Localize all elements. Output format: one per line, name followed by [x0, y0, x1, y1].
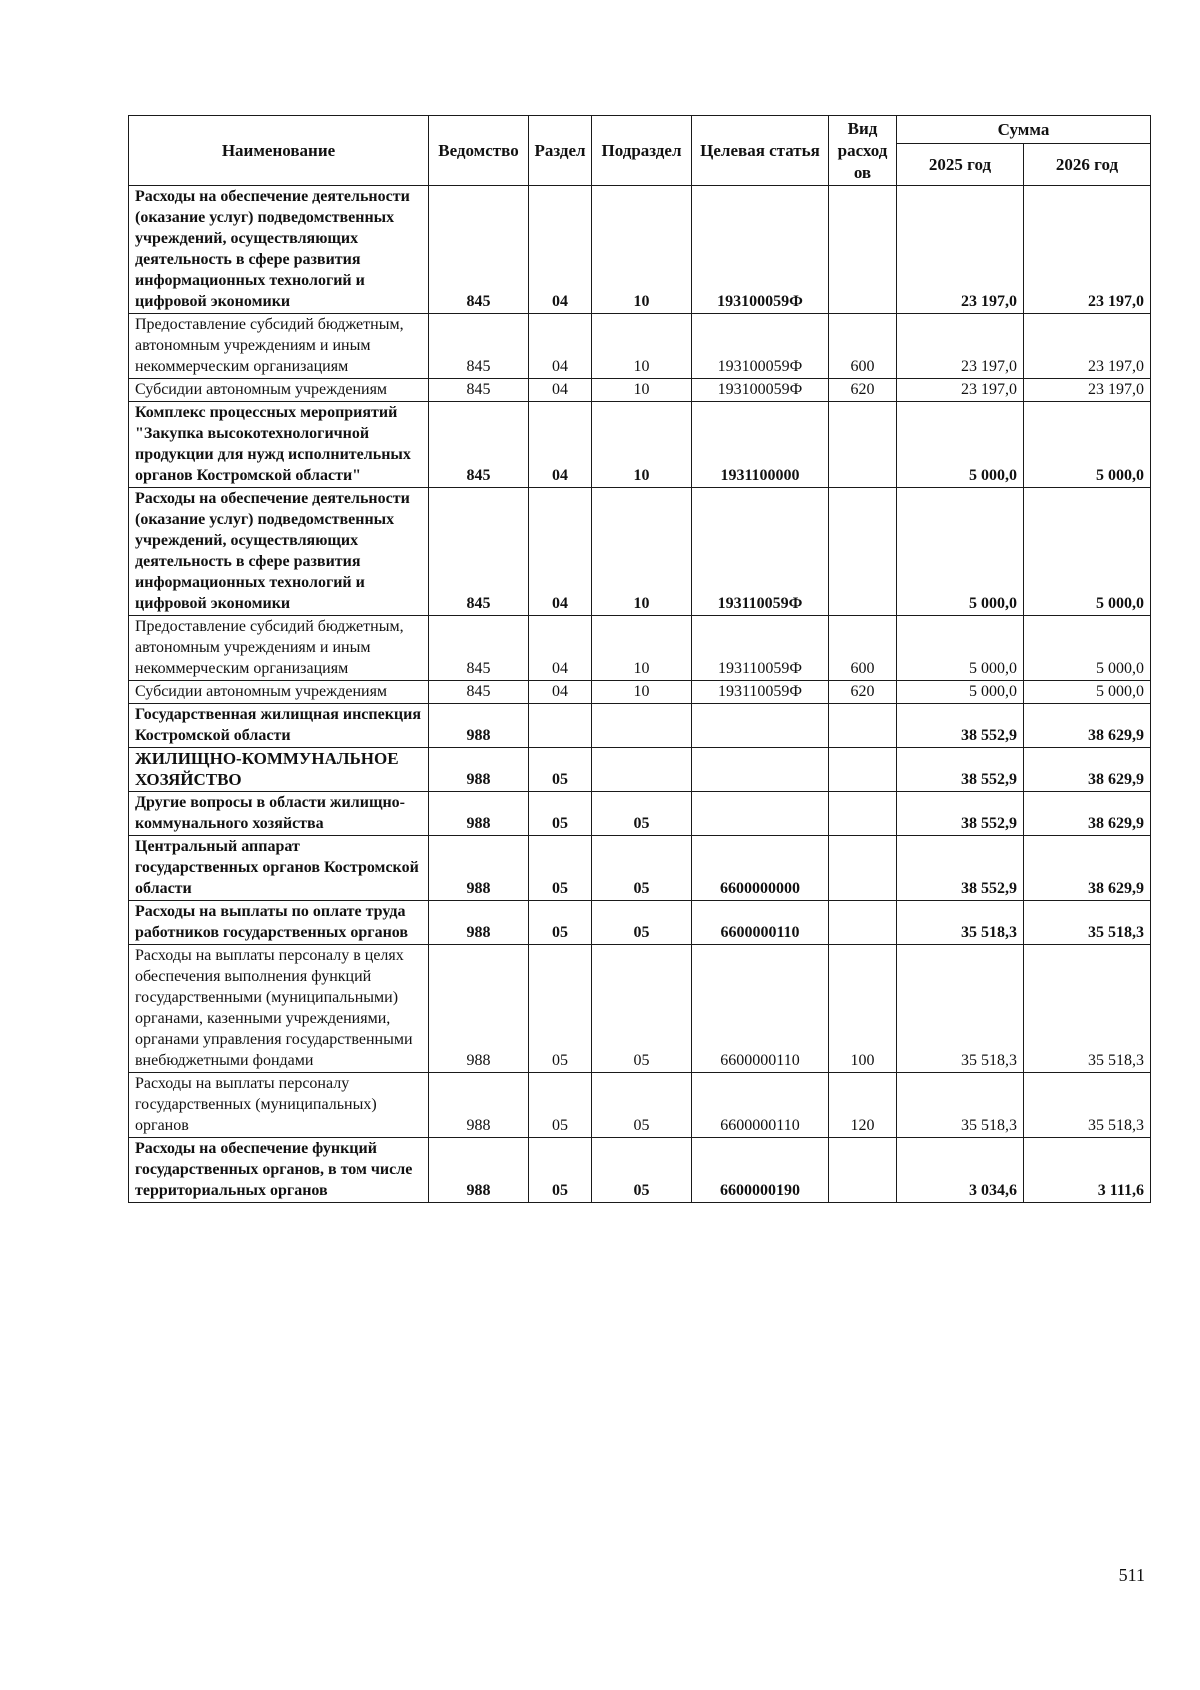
cell-sum-2026: 35 518,3 [1024, 901, 1151, 945]
cell-sum-2026: 38 629,9 [1024, 704, 1151, 748]
cell-sum-2026: 5 000,0 [1024, 488, 1151, 616]
cell-name: Расходы на обеспечение функций государственных органов, в том числе территориальных органов [129, 1138, 429, 1203]
cell-sum-2026: 3 111,6 [1024, 1138, 1151, 1203]
budget-table-container [128, 115, 1151, 1203]
cell-vedomstvo: 845 [429, 488, 529, 616]
cell-expense-type [829, 901, 897, 945]
cell-vedomstvo: 988 [429, 792, 529, 836]
cell-sum-2025: 3 034,6 [897, 1138, 1024, 1203]
cell-podrazdel: 05 [592, 1138, 692, 1203]
cell-target-article: 6600000000 [692, 836, 829, 901]
cell-name: Комплекс процессных мероприятий "Закупка высокотехнологичной продукции для нужд исполнительных органов Костромской области" [129, 402, 429, 488]
cell-target-article: 6600000110 [692, 1073, 829, 1138]
cell-podrazdel: 10 [592, 488, 692, 616]
table-row [129, 1138, 1151, 1203]
cell-razdel: 05 [529, 901, 592, 945]
cell-vedomstvo: 988 [429, 748, 529, 792]
cell-razdel: 04 [529, 186, 592, 314]
cell-name: Расходы на обеспечение деятельности (оказание услуг) подведомственных учреждений, осуществляющих деятельность в сфере развития информационных технологий и цифровой экономики [129, 488, 429, 616]
cell-podrazdel: 05 [592, 836, 692, 901]
cell-vedomstvo: 845 [429, 314, 529, 379]
budget-table [128, 115, 1151, 1203]
cell-podrazdel: 05 [592, 792, 692, 836]
cell-razdel: 05 [529, 1073, 592, 1138]
cell-sum-2025: 35 518,3 [897, 901, 1024, 945]
cell-target-article [692, 704, 829, 748]
cell-vedomstvo: 845 [429, 681, 529, 704]
header-name: Наименование [129, 116, 429, 186]
cell-name: Расходы на выплаты по оплате труда работников государственных органов [129, 901, 429, 945]
cell-name: Субсидии автономным учреждениям [129, 681, 429, 704]
cell-vedomstvo: 845 [429, 402, 529, 488]
cell-vedomstvo: 988 [429, 704, 529, 748]
cell-name: ЖИЛИЩНО-КОММУНАЛЬНОЕ ХОЗЯЙСТВО [129, 748, 429, 792]
cell-sum-2025: 38 552,9 [897, 792, 1024, 836]
header-vedomstvo: Ведомство [429, 116, 529, 186]
cell-razdel: 04 [529, 616, 592, 681]
cell-name: Государственная жилищная инспекция Костромской области [129, 704, 429, 748]
cell-razdel: 05 [529, 945, 592, 1073]
cell-podrazdel: 05 [592, 1073, 692, 1138]
cell-razdel [529, 704, 592, 748]
cell-razdel: 05 [529, 792, 592, 836]
cell-sum-2025: 5 000,0 [897, 616, 1024, 681]
cell-target-article: 193100059Ф [692, 314, 829, 379]
cell-expense-type [829, 792, 897, 836]
cell-name: Другие вопросы в области жилищно-коммунального хозяйства [129, 792, 429, 836]
cell-podrazdel: 05 [592, 901, 692, 945]
table-row [129, 901, 1151, 945]
cell-target-article [692, 748, 829, 792]
cell-target-article: 193100059Ф [692, 379, 829, 402]
cell-razdel: 04 [529, 681, 592, 704]
cell-sum-2025: 5 000,0 [897, 402, 1024, 488]
cell-target-article: 1931100000 [692, 402, 829, 488]
page-number: 511 [1118, 1565, 1145, 1585]
cell-sum-2025: 35 518,3 [897, 1073, 1024, 1138]
cell-expense-type: 600 [829, 314, 897, 379]
cell-sum-2026: 5 000,0 [1024, 681, 1151, 704]
table-row [129, 314, 1151, 379]
cell-razdel: 04 [529, 402, 592, 488]
table-row [129, 402, 1151, 488]
cell-target-article: 6600000190 [692, 1138, 829, 1203]
cell-podrazdel [592, 748, 692, 792]
cell-expense-type: 620 [829, 681, 897, 704]
cell-sum-2026: 5 000,0 [1024, 402, 1151, 488]
cell-vedomstvo: 988 [429, 1138, 529, 1203]
table-row [129, 748, 1151, 792]
cell-sum-2025: 23 197,0 [897, 314, 1024, 379]
cell-podrazdel: 10 [592, 379, 692, 402]
cell-vedomstvo: 845 [429, 186, 529, 314]
cell-podrazdel: 10 [592, 681, 692, 704]
cell-sum-2025: 38 552,9 [897, 704, 1024, 748]
cell-expense-type: 620 [829, 379, 897, 402]
table-body [129, 186, 1151, 1203]
cell-podrazdel: 10 [592, 616, 692, 681]
cell-podrazdel: 10 [592, 186, 692, 314]
cell-expense-type: 120 [829, 1073, 897, 1138]
cell-expense-type [829, 704, 897, 748]
cell-expense-type [829, 748, 897, 792]
cell-vedomstvo: 988 [429, 945, 529, 1073]
cell-vedomstvo: 988 [429, 901, 529, 945]
header-year-2026: 2026 год [1024, 144, 1151, 186]
cell-expense-type: 600 [829, 616, 897, 681]
table-row [129, 681, 1151, 704]
cell-target-article: 193110059Ф [692, 681, 829, 704]
cell-name: Расходы на выплаты персоналу в целях обеспечения выполнения функций государственными (муниципальными) органами, казенными учреждениями, органами управления государственными внебюджетными фондами [129, 945, 429, 1073]
cell-expense-type: 100 [829, 945, 897, 1073]
cell-vedomstvo: 988 [429, 1073, 529, 1138]
cell-sum-2026: 23 197,0 [1024, 379, 1151, 402]
cell-name: Расходы на обеспечение деятельности (оказание услуг) подведомственных учреждений, осуществляющих деятельность в сфере развития информационных технологий и цифровой экономики [129, 186, 429, 314]
cell-razdel: 05 [529, 1138, 592, 1203]
cell-podrazdel: 05 [592, 945, 692, 1073]
cell-target-article: 193110059Ф [692, 616, 829, 681]
cell-sum-2026: 35 518,3 [1024, 945, 1151, 1073]
header-expense-type: Вид расход ов [829, 116, 897, 186]
cell-sum-2026: 23 197,0 [1024, 314, 1151, 379]
cell-name: Субсидии автономным учреждениям [129, 379, 429, 402]
table-row [129, 488, 1151, 616]
cell-vedomstvo: 845 [429, 616, 529, 681]
cell-vedomstvo: 988 [429, 836, 529, 901]
cell-expense-type [829, 488, 897, 616]
cell-name: Расходы на выплаты персоналу государственных (муниципальных) органов [129, 1073, 429, 1138]
cell-sum-2025: 5 000,0 [897, 681, 1024, 704]
table-row [129, 616, 1151, 681]
cell-podrazdel: 10 [592, 314, 692, 379]
table-row [129, 792, 1151, 836]
header-sum: Сумма [897, 116, 1151, 144]
header-razdel: Раздел [529, 116, 592, 186]
cell-razdel: 04 [529, 488, 592, 616]
cell-sum-2026: 5 000,0 [1024, 616, 1151, 681]
table-header [129, 116, 1151, 186]
cell-expense-type [829, 1138, 897, 1203]
cell-sum-2026: 38 629,9 [1024, 748, 1151, 792]
cell-target-article: 6600000110 [692, 945, 829, 1073]
cell-vedomstvo: 845 [429, 379, 529, 402]
cell-podrazdel: 10 [592, 402, 692, 488]
cell-target-article: 193110059Ф [692, 488, 829, 616]
cell-sum-2025: 38 552,9 [897, 836, 1024, 901]
table-row [129, 379, 1151, 402]
cell-sum-2025: 38 552,9 [897, 748, 1024, 792]
cell-target-article [692, 792, 829, 836]
header-target-article: Целевая статья [692, 116, 829, 186]
cell-target-article: 193100059Ф [692, 186, 829, 314]
cell-razdel: 04 [529, 314, 592, 379]
cell-sum-2025: 5 000,0 [897, 488, 1024, 616]
table-row [129, 945, 1151, 1073]
cell-sum-2026: 38 629,9 [1024, 792, 1151, 836]
cell-sum-2026: 23 197,0 [1024, 186, 1151, 314]
cell-sum-2026: 38 629,9 [1024, 836, 1151, 901]
cell-target-article: 6600000110 [692, 901, 829, 945]
cell-razdel: 05 [529, 836, 592, 901]
header-podrazdel: Подраздел [592, 116, 692, 186]
cell-name: Предоставление субсидий бюджетным, автономным учреждениям и иным некоммерческим организациям [129, 314, 429, 379]
cell-sum-2025: 23 197,0 [897, 379, 1024, 402]
cell-name: Предоставление субсидий бюджетным, автономным учреждениям и иным некоммерческим организациям [129, 616, 429, 681]
table-row [129, 836, 1151, 901]
table-row [129, 1073, 1151, 1138]
cell-razdel: 04 [529, 379, 592, 402]
cell-sum-2025: 23 197,0 [897, 186, 1024, 314]
cell-name: Центральный аппарат государственных органов Костромской области [129, 836, 429, 901]
cell-expense-type [829, 186, 897, 314]
cell-expense-type [829, 402, 897, 488]
table-row [129, 704, 1151, 748]
table-row [129, 186, 1151, 314]
cell-sum-2026: 35 518,3 [1024, 1073, 1151, 1138]
cell-podrazdel [592, 704, 692, 748]
cell-razdel: 05 [529, 748, 592, 792]
cell-sum-2025: 35 518,3 [897, 945, 1024, 1073]
cell-expense-type [829, 836, 897, 901]
header-year-2025: 2025 год [897, 144, 1024, 186]
